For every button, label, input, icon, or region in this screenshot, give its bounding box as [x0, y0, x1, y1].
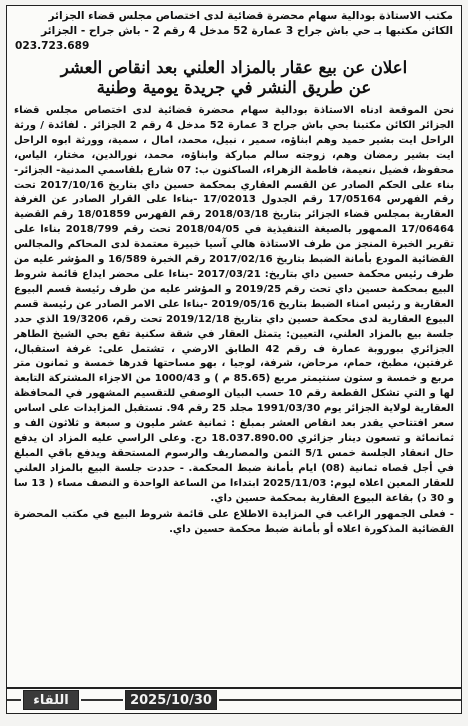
bailiff-office-header [7, 6, 461, 54]
publication-footer [7, 687, 461, 713]
notice-title [13, 58, 455, 98]
notice-body [7, 100, 461, 506]
notice-title-line-2: عن طريق النشر في جريدة يومية وطنية [96, 78, 372, 97]
office-phone: 023.723.689 [15, 40, 90, 52]
notice-body-paragraph: نحن الموقعة ادناه الاستاذة بودالية سهام محضرة قضائية لدى اختصاص مجلس قضاء الجزائر الكائن مكتبنا بحي باش جراح 3 عمارة 52 مدخل 4 رقم 2 الجزائر . لفائدة / ورثة الراحل ايت بشير حميد وهم ابناؤه، سمير ، نبيل، محمد، امال ، سمية، وورثة ابوه الراحل ايت بشير رمضان وهم، زوجته سالم مباركة وابناؤه، محمد، نورالدين، مختار، الياس، محفوظ، فضيل ،نعيمة، فاطمة الزهراء، الساكنون ب: 07 شارع بلقاسمي المدنية- الجزائر- بناء على الحكم الصادر عن القسم العقاري بمحكمة حسين داي بتاريخ 2017/10/16 تحت رقم الفهرس 17/05164 رقم الجدول 17/02013 -بناءا على القرار الصادر عن الغرفة العقارية بمجلس قضاء الجزائر بتاريخ 2018/03/18 رقم الفهرس 18/01859 رقم القضية 17/06464 الممهور بالصيغة التنفيذية في 2018/04/05 تحت رقم 2018/799 بناءا على تقرير الخبرة المنجز من طرف الاستاذة هالي آسيا خبيرة معتمدة لدى المحاكم والمجالس القضائية المودع بأمانة الضبط بتاريخ 2017/02/16 رقم الخبرة 16/589 و المؤشر عليه من طرف رئيس محكمة حسين داي بتاريخ: 2017/03/21 -بناءا على محضر ايداع قائمة شروط البيع بمحكمة حسين داي تحت رقم 2019/25 و المؤشر عليه من طرف رئيسة قسم البيوع العقارية و رئيس امناء الضبط بتاريخ 2019/05/16 -بناءا على الامر الصادر عن رئيسة قسم البيوع العقارية لدى محكمة حسين داي بتاريخ 2019/12/18 تحت رقم، 19/3206 الذي حدد جلسة بيع بالمزاد العلني، التعيين: يتمثل العقار في شقة سكنية تقع بحي الشيخ الطاهر الجزائري ببوروبة عمارة ف رقم 42 الطابق الارضي ، تشتمل على: غرفة استقبال، غرفتين، مطبخ، حمام، مرحاض، شرفة، لوجيا ، بهو مساحتها قدرها خمسة و ثمانون متر مربع و خمسة و ستون سنتيمتر مربع (85.65 م ) و 1000/43 من الاجزاء المشتركة التابعة لها و التي تشكل القطعة رقم 10 حسب البيان الوصفي للتقسيم المشهور في المحافظة العقارية لولاية الجزائر يوم 1991/03/30 مجلد 25 رقم 94. تستقبل المزايدات على اساس سعر افتتاحي يقدر بعد انقاص العشر بمبلغ : ثمانية عشر مليون و سبعة و ثلاثون الف و ثمانمائة و تسعون دينار جزائري 18.037.890.00 دج. وعلى الراسي عليه المزاد ان يدفع حال انعقاد الجلسة خمس 5/1 الثمن والمصاريف والرسوم المستحقة ويدفع باقي المبلغ في أجل قصاه ثمانية (08) ايام بأمانة ضبط المحكمة. - حددت جلسة البيع بالمزاد العلني للعقار المعين اعلاه ليوم: 2025/11/03 ابتداءا من الساعة الواحدة و النصف مساء ( 13 سا و 30 د) بقاعة البيوع العقارية بمحكمة حسين داي. [14, 105, 455, 504]
office-address-line: الكائن مكتبها بـ حي باش جراح 3 عمارة 52 مدخل 4 رقم 2 - باش جراح - الجزائر [41, 25, 453, 37]
publication-date: 2025/10/30 [125, 690, 217, 710]
footer-divider [7, 699, 21, 701]
public-consultation-note: - فعلى الجمهور الراغب في المزايدة الاطلاع على قائمة شروط البيع في مكتب المحضرة القضائية المذكورة اعلاه أو بأمانة ضبط محكمة حسين داي. [14, 509, 454, 536]
footer-divider [219, 699, 461, 701]
legal-notice [6, 5, 462, 714]
office-name-line: مكتب الاستاذة بودالية سهام محضرة قضائية لدى اختصاص مجلس قضاء الجزائر [48, 10, 453, 22]
notice-title-line-1: اعلان عن بيع عقار بالمزاد العلني بعد انقاص العشر [60, 58, 408, 77]
newspaper-name: اللقاء [23, 690, 79, 710]
footer-divider [81, 699, 123, 701]
